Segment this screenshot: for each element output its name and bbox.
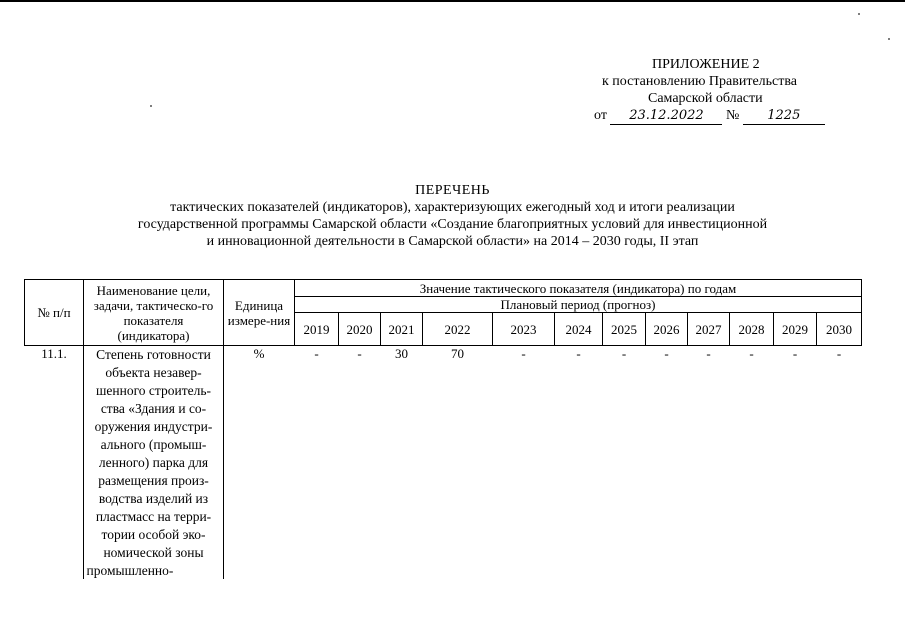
column-rule [223,279,224,579]
year-header: 2019 [295,313,339,346]
year-header: 2030 [817,313,862,346]
header-name: Наименование цели, задачи, тактическо-го показателя (индикатора) [84,280,224,346]
row-value: - [314,346,319,361]
document-title [0,182,905,250]
year-header: 2028 [730,313,774,346]
year-header: 2026 [646,313,688,346]
title-heading: ПЕРЕЧЕНЬ [415,183,490,198]
row-value: - [792,346,798,361]
top-border-line [0,0,905,2]
row-value: - [521,346,526,361]
row-value: - [576,346,581,361]
handwritten-number: 1225 [743,107,825,125]
year-header: 2024 [555,313,603,346]
year-header: 2025 [603,313,646,346]
indicators-table [24,279,862,580]
appendix-resolution: к постановлению Правительства [602,74,798,89]
row-value: - [664,346,669,361]
appendix-title: ПРИЛОЖЕНИЕ 2 [652,57,760,72]
scan-speck [150,105,152,107]
appendix-date-line [560,107,860,125]
appendix-header [560,56,860,125]
row-value: - [749,346,754,361]
row-value: - [621,346,627,361]
year-header: 2027 [688,313,730,346]
number-label: № [725,108,740,123]
column-rule [83,279,84,579]
year-header: 2021 [381,313,423,346]
table-row [25,346,862,581]
header-unit: Единица измере-ния [224,280,295,346]
appendix-region: Самарской области [648,91,763,106]
title-line-4: и инновационной деятельности в Самарской области» на 2014 – 2030 годы, II этап [206,234,699,249]
title-line-3: государственной программы Самарской области «Создание благоприятных условий для инвестиционной [137,217,768,232]
title-line-2: тактических показателей (индикаторов), характеризующих ежегодный ход и итоги реализации [170,200,735,215]
row-value: - [357,346,362,361]
row-indicator-name: Степень готовности объекта незавер-шенного строитель-ства «Здания и со-оружения индустри-ального (промыш-ленного) парка для размещения произ-водства изделий из пластмасс на терри-тории особой эко-номической зоны промышленно- [86,347,213,578]
row-value: - [706,346,711,361]
year-header: 2020 [339,313,381,346]
scan-speck [888,38,890,40]
row-value: 70 [451,346,464,361]
header-values: Значение тактического показателя (индикатора) по годам [295,280,862,297]
row-value: - [836,346,842,361]
year-header: 2023 [493,313,555,346]
year-header: 2029 [774,313,817,346]
from-label: от [594,108,607,123]
scan-speck [858,13,860,15]
header-num: № п/п [25,280,84,346]
handwritten-date: 23.12.2022 [610,107,722,125]
header-planned: Плановый период (прогноз) [295,297,862,313]
row-unit: % [253,346,265,361]
year-header: 2022 [423,313,493,346]
row-num: 11.1. [41,346,67,361]
row-value: 30 [395,346,408,361]
